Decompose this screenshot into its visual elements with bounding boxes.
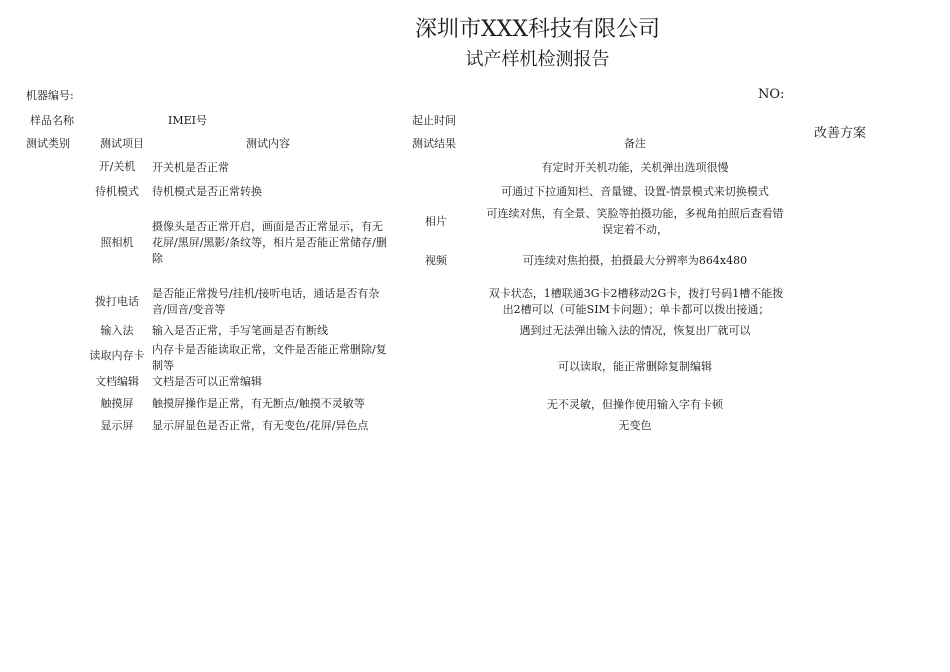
no-label: NO: <box>758 87 785 102</box>
row-item: 照相机 <box>100 236 134 249</box>
row-item: 待机模式 <box>95 185 139 198</box>
row-remark: 有定时开关机功能，关机弹出选项很慢 <box>541 161 729 174</box>
company-title: 深圳市XXX科技有限公司 <box>415 17 660 42</box>
col-item: 测试项目 <box>100 137 144 150</box>
row-remark: 无变色 <box>618 419 652 432</box>
row-remark: 可以读取，能正常删除复制编辑 <box>558 360 712 373</box>
row-remark: 可通过下拉通知栏、音量键、设置-情景模式来切换模式 <box>501 185 769 198</box>
row-content: 触摸屏操作是正常，有无断点/触摸不灵敏等 <box>152 397 365 410</box>
row-item: 文档编辑 <box>95 375 139 388</box>
row-sub-remark: 可连续对焦拍摄，拍摄最大分辨率为864x480 <box>522 254 748 267</box>
row-content: 输入是否正常，手写笔画是否有断线 <box>152 324 328 337</box>
row-content: 是否能正常拨号/挂机/接听电话，通话是否有杂音/回音/变音等 <box>152 287 380 316</box>
row-item: 触摸屏 <box>100 397 134 410</box>
row-item: 开/关机 <box>98 160 136 173</box>
sample-name-label: 样品名称 <box>30 114 74 127</box>
report-title: 试产样机检测报告 <box>465 49 610 70</box>
machine-no-label: 机器编号: <box>26 89 74 102</box>
row-remark: 遇到过无法弹出输入法的情况，恢复出厂就可以 <box>519 324 751 337</box>
row-content: 文档是否可以正常编辑 <box>152 375 262 388</box>
row-sub-result: 视频 <box>425 254 447 267</box>
row-item: 显示屏 <box>100 419 134 432</box>
row-content: 开关机是否正常 <box>152 161 229 174</box>
row-item: 读取内存卡 <box>89 349 145 362</box>
row-remark: 双卡状态，1槽联通3G卡2槽移动2G卡，拨打号码1槽不能拨出2槽可以（可能SIM卡问题）；单卡都可以拨出接通； <box>488 287 784 316</box>
row-content: 显示屏显色是否正常，有无变色/花屏/异色点 <box>152 419 369 432</box>
row-sub-remark: 可连续对焦，有全景、笑脸等拍摄功能，多视角拍照后查看错误定着不动， <box>486 207 784 236</box>
improvement-plan-label: 改善方案 <box>814 126 867 141</box>
row-item: 拨打电话 <box>95 295 139 308</box>
time-label: 起止时间 <box>412 114 456 127</box>
imei-label: IMEI号 <box>168 114 207 127</box>
row-remark: 无不灵敏，但操作使用输入字有卡顿 <box>547 398 723 411</box>
col-remark: 备注 <box>624 137 646 150</box>
col-category: 测试类别 <box>26 137 70 150</box>
col-result: 测试结果 <box>412 137 456 150</box>
row-item: 输入法 <box>100 324 134 337</box>
row-content: 摄像头是否正常开启，画面是否正常显示，有无花屏/黑屏/黑影/条纹等，相片是否能正常储存/删除 <box>152 220 387 265</box>
col-content: 测试内容 <box>246 137 290 150</box>
row-content: 内存卡是否能读取正常，文件是否能正常删除/复制等 <box>152 343 387 372</box>
row-content: 待机模式是否正常转换 <box>152 185 262 198</box>
row-sub-result: 相片 <box>425 215 447 228</box>
